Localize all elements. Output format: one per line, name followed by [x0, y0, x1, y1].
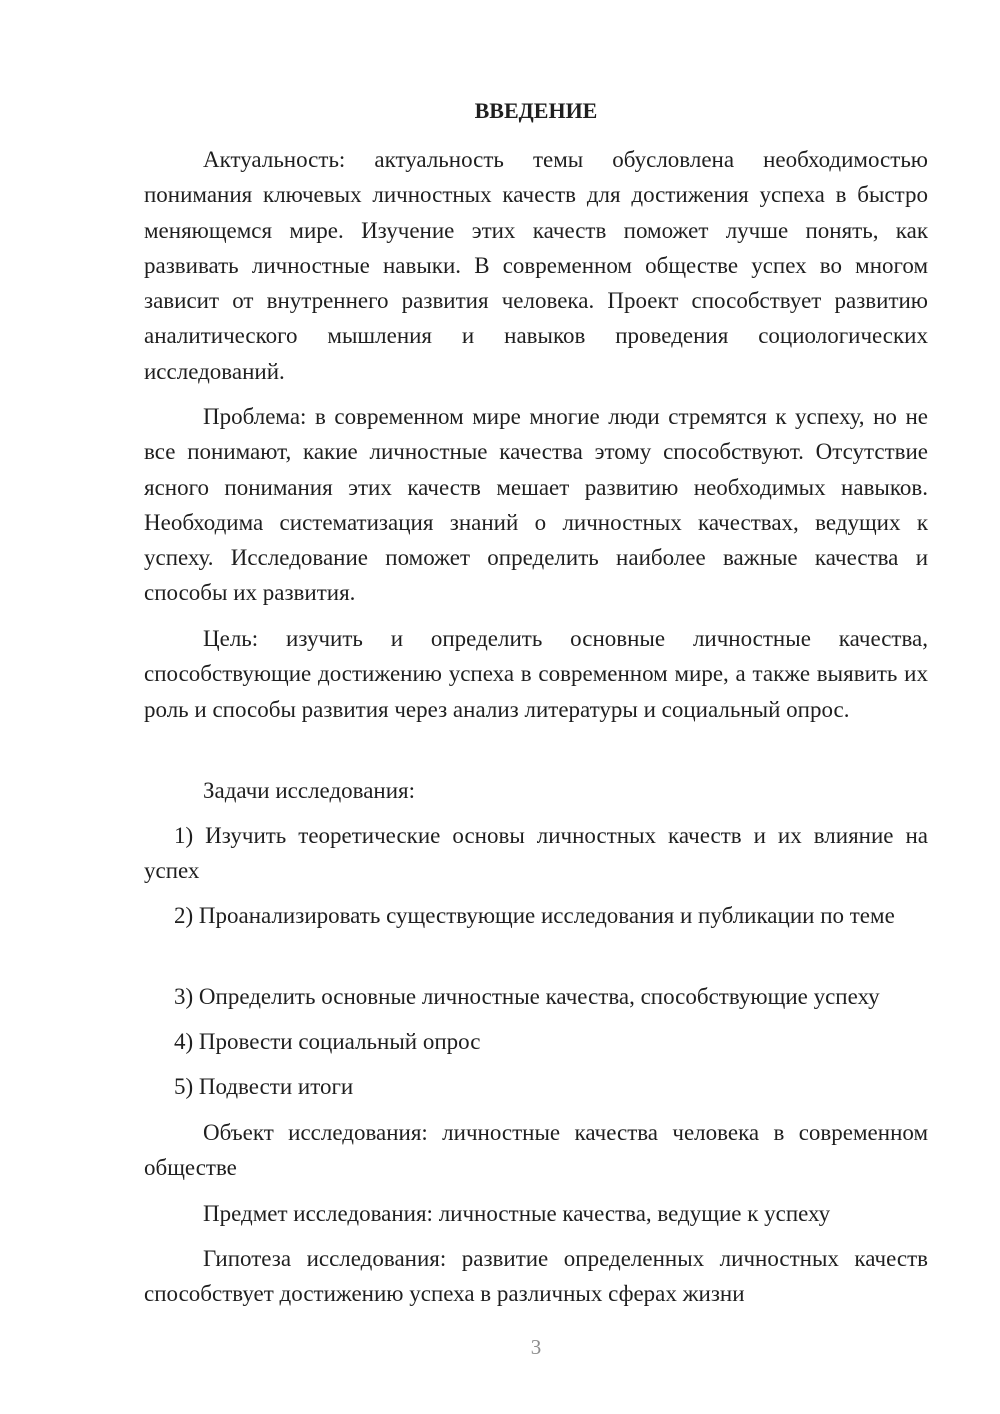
goal-paragraph: Цель: изучить и определить основные личностные качества, способствующие достижению успеха в современном мире, а также выявить их роль и способы развития через анализ литературы и социальный опрос.	[144, 626, 928, 722]
hypothesis-paragraph: Гипотеза исследования: развитие определенных личностных качеств способствует достижению успеха в различных сферах жизни	[144, 1246, 928, 1307]
page-number: 3	[530, 1335, 542, 1359]
section-title: ВВЕДЕНИЕ	[474, 98, 598, 123]
task-item-1: 1) Изучить теоретические основы личностных качеств и их влияние на успех	[144, 823, 928, 884]
task-item-2: 2) Проанализировать существующие исследования и публикации по теме	[174, 903, 895, 928]
task-item-4: 4) Провести социальный опрос	[174, 1029, 481, 1054]
problem-paragraph: Проблема: в современном мире многие люди стремятся к успеху, но не все понимают, какие личностные качества этому способствуют. Отсутствие ясного понимания этих качеств мешает развитию необходимых навыков. Необходима систематизация знаний о личностных качествах, ведущих к успеху. Исследование поможет определить наиболее важные качества и способы их развития.	[144, 404, 928, 606]
research-subject-paragraph: Предмет исследования: личностные качества, ведущие к успеху	[203, 1201, 831, 1226]
tasks-heading: Задачи исследования:	[203, 778, 416, 803]
research-object-paragraph: Объект исследования: личностные качества человека в современном обществе	[144, 1120, 928, 1181]
task-item-3: 3) Определить основные личностные качества, способствующие успеху	[174, 984, 880, 1009]
relevance-paragraph: Актуальность: актуальность темы обусловлена необходимостью понимания ключевых личностных качеств для достижения успеха в быстро меняющемся мире. Изучение этих качеств поможет лучше понять, как развивать личностные навыки. В современном обществе успех во многом зависит от внутреннего развития человека. Проект способствует развитию аналитического мышления и навыков проведения социологических исследований.	[144, 147, 928, 384]
task-item-5: 5) Подвести итоги	[174, 1074, 354, 1099]
